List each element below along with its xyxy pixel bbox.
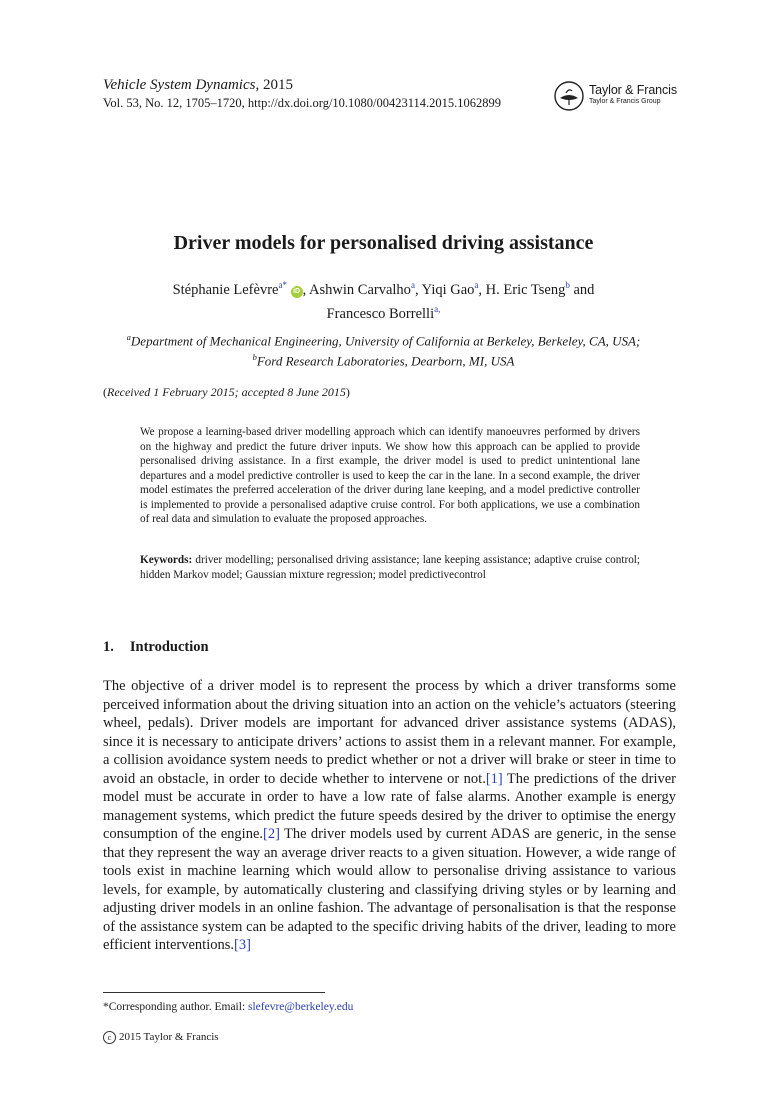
author-name: Yiqi Gao — [421, 281, 475, 298]
publisher-name: Taylor & Francis — [589, 83, 678, 97]
copyright-icon: c — [103, 1031, 116, 1044]
keywords — [140, 553, 640, 582]
author-affil-marker[interactable]: a* — [278, 280, 287, 290]
author-affil-marker[interactable]: a — [474, 280, 479, 290]
author-and: and — [569, 281, 595, 298]
footnote — [103, 1001, 353, 1013]
introduction-paragraph — [103, 677, 676, 955]
publisher-logo — [553, 80, 678, 114]
copyright-text: 2015 Taylor & Francis — [119, 1031, 219, 1043]
body-text: The objective of a driver model is to represent the process by which a driver transforms some perceived information about the driving situation into an action on the vehicle’s actuators (steering wheel, pedals). Driver models are important for advanced driver assistance systems (ADAS), since it is necessary to anticipate drivers’ actions to assist them in a relevant manner. For example, a collision avoidance system needs to predict whether or not a driver will brake or steer in time to avoid an obstacle, in order to decide whether to intervene or not. — [103, 678, 676, 787]
author-separator: , — [478, 281, 486, 298]
journal-volume-doi[interactable]: Vol. 53, No. 12, 1705–1720, http://dx.doi.org/10.1080/00423114.2015.1062899 — [103, 96, 502, 110]
copyright — [103, 1031, 219, 1044]
citation-link[interactable]: [3] — [234, 937, 251, 953]
affil-marker: a — [126, 332, 131, 342]
section-number: 1. — [103, 639, 114, 655]
journal-title: Vehicle System Dynamics — [103, 77, 256, 93]
affil-marker: b — [252, 352, 257, 363]
journal-year: , 2015 — [255, 77, 293, 93]
received-dates — [103, 385, 350, 400]
citation-link[interactable]: [2] — [263, 826, 280, 842]
author-name: Francesco Borrelli — [326, 305, 435, 322]
footnote-text: *Corresponding author. Email: — [103, 1001, 249, 1013]
orcid-icon[interactable]: iD — [291, 286, 303, 298]
keywords-text: driver modelling; personalised driving assistance; lane keeping assistance; adaptive cruise control; hidden Markov model; Gaussian mixture regression; model predictivecontrol — [140, 554, 640, 581]
paper-title: Driver models for personalised driving assistance — [173, 232, 594, 254]
section-title: Introduction — [129, 639, 209, 655]
received-text: Received 1 February 2015; accepted 8 June 2015 — [107, 385, 346, 399]
publisher-group: Taylor & Francis Group — [589, 98, 661, 105]
abstract: We propose a learning-based driver modelling approach which can identify manoeuvres performed by drivers on the highway and predict the future driver inputs. We show how this approach can be applied to provide personalised driving assistance. In a first example, the driver model is used to predict unintentional lane departures and a model predictive controller is used to keep the car in the lane. In a second example, the driver model estimates the preferred acceleration of the driver during lane keeping, and a model predictive controller is implemented to provide a personalised adaptive cruise control. For both applications, we use a combination of real data and simulation to evaluate the proposed approaches. — [140, 426, 640, 525]
author-name: H. Eric Tseng — [485, 281, 566, 298]
affiliation-text: Department of Mechanical Engineering, University of California at Berkeley, Berkeley, CA, USA; — [130, 333, 641, 349]
author-list — [0, 276, 767, 324]
received-open-paren: ( — [103, 385, 107, 399]
author-affil-marker[interactable]: a, — [434, 303, 441, 314]
author-affil-marker[interactable]: a — [410, 280, 415, 290]
citation-link[interactable]: [1] — [485, 770, 503, 787]
received-close-paren: ) — [345, 385, 350, 399]
author-separator: , — [414, 281, 422, 298]
email-link[interactable]: slefevre@berkeley.edu — [248, 1001, 354, 1013]
section-heading — [103, 639, 209, 656]
author-affil-marker[interactable]: b — [565, 280, 570, 290]
journal-name — [103, 77, 293, 94]
author-name: Stéphanie Lefèvre — [172, 281, 279, 298]
keywords-label: Keywords: — [140, 554, 193, 566]
author-name: Ashwin Carvalho — [309, 281, 411, 298]
author-separator: , — [302, 281, 310, 298]
body-text: The driver models used by current ADAS are generic, in the sense that they represent the way an average driver reacts to a given situation. However, a wide range of tools exist in machine learning which would allow to personalise driving assistance to various levels, for example, by automatically clustering and classifying driving styles or by learning and adjusting driver models in an online fashion. The advantage of personalisation is that the response of the assistance system can be adapted to the specific driving habits of the driver, leading to more efficient interventions. — [103, 826, 677, 953]
affiliation-text: Ford Research Laboratories, Dearborn, MI, USA — [256, 353, 515, 369]
body-text: The predictions of the driver model must be accurate in order to have a low rate of false alarms. Another example is energy management systems, which predict the future speeds desired by the driver to optimise the energy consumption of the engine. — [103, 770, 676, 842]
lamp-logo-icon — [553, 80, 585, 112]
affiliations — [0, 329, 767, 370]
footnote-rule — [103, 992, 325, 993]
